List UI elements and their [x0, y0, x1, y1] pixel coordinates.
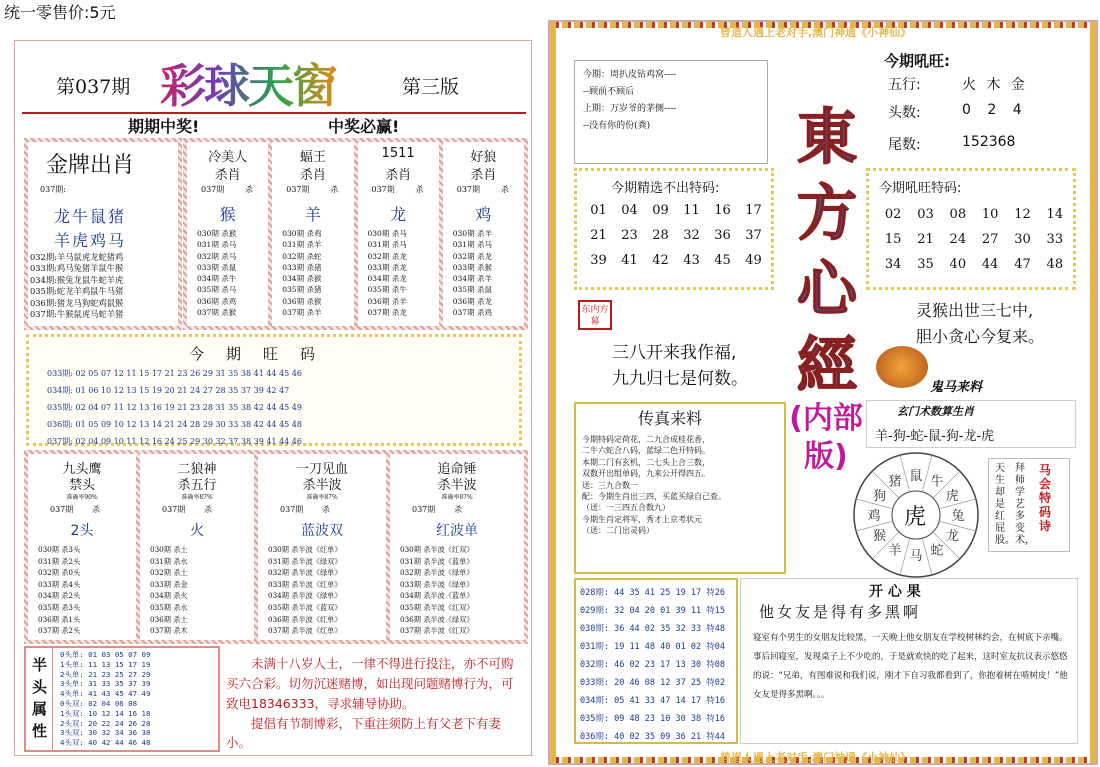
kill-word: 杀 — [500, 185, 509, 194]
stat-word: 杀 — [322, 505, 330, 514]
kill-history — [282, 228, 321, 318]
attr-row: 0头单: 01 03 05 07 09 — [60, 650, 151, 659]
kill-title: 1511 — [381, 146, 415, 161]
left-header — [14, 56, 532, 114]
kill-row: 037期 杀鸡 — [452, 308, 492, 318]
kill-row: 037期 杀龙 — [367, 308, 407, 318]
stat-row: 037期 杀半波《红双》 — [400, 626, 474, 636]
stat-title: 九头鹰 — [62, 462, 102, 477]
chuanzhen-line: 本期二门有玄机，二七头上合三数， — [582, 457, 710, 467]
kill-row: 031期 杀马 — [197, 240, 237, 250]
stat-row: 031期 杀半波《绿双》 — [268, 556, 342, 566]
poem-line: 今期：周扒皮钻鸡窝---- — [583, 70, 677, 80]
stat-row: 037期 杀木 — [150, 626, 188, 636]
stat-row: 030期 杀半波《红双》 — [400, 545, 474, 554]
history-box — [574, 578, 738, 744]
houwang-box — [866, 168, 1076, 290]
kill-column — [443, 142, 524, 326]
wang-box — [26, 334, 522, 446]
linghou-poem — [916, 298, 1044, 350]
stat-subtitle: 杀半波 — [437, 478, 477, 493]
attr-row: 1头单: 11 13 15 17 19 — [60, 659, 151, 669]
stat-row: 036期 杀1头 — [38, 614, 81, 624]
number-cell: 02 — [884, 207, 902, 222]
stat-history — [150, 544, 188, 637]
attr-row: 1头双: 10 12 14 16 18 — [60, 708, 151, 718]
history-row: 031期: 19 11 48 40 01 02 特04 — [580, 642, 725, 652]
ma-poem-title: 马会特码诗 — [1039, 463, 1052, 533]
jingxuan-grid — [583, 203, 769, 268]
number-cell: 28 — [652, 228, 669, 243]
kill-row: 030期 杀马 — [367, 229, 407, 238]
wang-row: 037期: 02 04 09 10 11 12 16 24 25 29 30 32 37 38 39 41 44 46 — [47, 437, 302, 446]
stat-pick: 火 — [190, 523, 204, 539]
top-banner: 曾道人遇上老对手,澳门神通《小神仙》 — [720, 26, 912, 39]
history-row: 030期: 36 44 02 35 32 33 特48 — [580, 624, 725, 634]
wang-row: 033期: 02 05 07 12 11 15 17 21 23 26 29 31 35 38 41 44 45 46 — [47, 369, 302, 378]
jingxuan-box — [574, 168, 774, 290]
wheel-zodiac: 狗 — [873, 489, 887, 504]
kill-pick: 猴 — [219, 205, 236, 224]
kill-pick: 鸡 — [475, 205, 492, 224]
number-cell: 09 — [652, 203, 669, 218]
poem-box — [574, 60, 768, 164]
wang-right — [866, 44, 1076, 160]
bottom-banner: 曾道人遇上老对手,澳门神通《小神仙》 — [720, 751, 912, 764]
houwang-title: 今期吼旺特码: — [879, 181, 962, 196]
kill-column — [187, 142, 268, 326]
joke-text: 寝室有个男生的女朋友比较黑，一天晚上他女朋友在学校树林约会，在树底下亲嘴。事后回寝室，发现桌子上不少吃的，于是就欢快的吃了起来，这时室友抗议表示悠悠的说：“兄弟，有图难说和我们说，刚才下自习我都看到了，你抱着树在啃树皮！”他女友是得多黑啊。。。 — [753, 633, 1068, 700]
center-subtitle: (内部版) — [789, 401, 863, 474]
kill-row: 032期 杀马 — [197, 251, 237, 261]
kill-row: 032期 杀龙 — [367, 251, 407, 261]
title-art: 彩球天窗 — [160, 50, 336, 116]
number-cell: 33 — [1046, 232, 1064, 247]
kill-period: 037期 — [371, 185, 395, 194]
poem2 — [612, 340, 748, 392]
kill-row: 034期 杀牛 — [197, 274, 237, 284]
stat-title: 一刀见血 — [295, 462, 348, 477]
kill-period: 037期 — [201, 185, 225, 194]
linghou-line: 灵猴出世三七中, — [916, 301, 1034, 320]
wheel-zodiac: 鸡 — [867, 509, 881, 524]
number-cell: 08 — [949, 207, 967, 222]
stat-accuracy: 准确率87% — [181, 494, 213, 501]
guima-title: 鬼马来料 — [930, 380, 983, 395]
attr-row: 4头单: 41 43 45 47 49 — [60, 689, 151, 699]
jingxuan-title: 今期精选不出特码: — [611, 181, 720, 196]
stat-row: 034期 杀2头 — [38, 591, 81, 601]
kill-row: 033期 杀猪 — [282, 262, 322, 272]
stat-row: 031期 杀2头 — [38, 556, 81, 566]
wheel-zodiac: 马 — [909, 549, 923, 564]
kill-row: 037期 杀猴 — [197, 308, 237, 318]
notice-text-2: 提倡有节制博彩，下重注须防上有父老下有妻小。 — [226, 716, 502, 750]
stat-title: 追命锤 — [437, 462, 477, 477]
houwang-grid — [877, 207, 1071, 272]
kill-row: 035期 杀猪 — [282, 285, 322, 295]
gold-history — [30, 252, 123, 320]
stat-row: 033期 杀4头 — [38, 579, 81, 589]
gold-label: 037期: — [40, 185, 66, 194]
stat-accuracy: 准确率87% — [306, 494, 338, 501]
attr-row: 2头单: 21 23 25 27 29 — [60, 669, 151, 679]
wheel-zodiac: 鼠 — [909, 469, 923, 484]
stat-row: 034期 杀半波《绿单》 — [268, 591, 342, 601]
kill-row: 031期 杀马 — [367, 240, 407, 250]
number-cell: 30 — [1014, 232, 1031, 247]
kill-title: 蝠王 — [299, 150, 326, 165]
wang-row: 035期: 02 04 07 11 12 13 16 19 21 23 28 31 35 38 42 44 45 49 — [47, 403, 302, 412]
kill-row: 031期 杀马 — [452, 240, 492, 250]
wheel-zodiac: 牛 — [930, 474, 944, 490]
stat-subtitle: 杀半波 — [302, 478, 342, 493]
attr-row: 3头单: 31 33 35 37 39 — [60, 679, 151, 689]
number-cell: 42 — [652, 253, 669, 268]
number-cell: 45 — [714, 253, 731, 268]
gold-line2: 羊虎鸡马 — [54, 231, 127, 250]
number-cell: 10 — [981, 207, 999, 222]
linghou-line: 胆小贪心今复来。 — [916, 327, 1045, 346]
chuanzhen-line: （送：一三四五合数九） — [582, 503, 670, 513]
number-cell: 37 — [745, 228, 762, 243]
gold-row: 035期:蛇龙羊鸡鼠牛马猪 — [30, 286, 124, 297]
number-cell: 44 — [981, 257, 999, 272]
chuanzhen-line: 双数开出组单码，九来公开得四五。 — [582, 469, 710, 479]
wang-row: 034期: 01 06 10 12 13 15 19 20 21 24 27 28 35 37 39 42 47 — [47, 386, 290, 395]
kill-subtitle: 杀肖 — [470, 168, 497, 183]
poem2-line: 九九归七是何数。 — [612, 369, 748, 389]
kill-row: 033期 杀龙 — [367, 262, 407, 272]
chuanzhen-line: 二牛六蛇合八码，蓝绿二色开特码。 — [582, 446, 710, 456]
number-cell: 17 — [745, 203, 762, 218]
number-cell: 27 — [981, 232, 999, 247]
wheel-center: 虎 — [904, 505, 927, 530]
stat-row: 030期 杀3头 — [38, 545, 81, 554]
stat-accuracy: 准确率90% — [66, 494, 98, 501]
number-cell: 11 — [683, 203, 700, 218]
guima-line: 羊-狗-蛇-鼠-狗-龙-虎 — [875, 429, 995, 444]
stat-row: 032期 杀土 — [150, 568, 188, 578]
kill-word: 杀 — [330, 185, 339, 194]
kill-subtitle: 杀肖 — [385, 168, 412, 183]
wuxing-value: 火 木 金 — [962, 77, 1028, 93]
number-cell: 39 — [590, 253, 607, 268]
number-cell: 12 — [1014, 207, 1031, 222]
stat-pick: 红波单 — [436, 523, 478, 539]
kill-row: 033期 杀鼠 — [197, 262, 237, 272]
kill-row: 034期 杀龙 — [367, 274, 407, 284]
stat-row: 034期 杀火 — [150, 591, 188, 601]
number-cell: 01 — [590, 203, 607, 218]
attr-label: 半头属性 — [32, 656, 48, 740]
stat-period: 037期 — [412, 505, 436, 514]
stamp: 东内方幕 — [578, 300, 612, 330]
wheel-zodiac: 猪 — [888, 474, 902, 490]
attr-rows — [60, 650, 150, 748]
stat-period: 037期 — [280, 505, 304, 514]
wheel-zodiac: 猴 — [873, 529, 887, 544]
kill-row: 036期 杀鸡 — [197, 296, 237, 306]
gold-row: 036期:猪龙马狗蛇鸡鼠猴 — [30, 297, 124, 308]
stat-row: 032期 杀半波《绿单》 — [268, 568, 342, 578]
attr-row: 0头双: 02 04 06 08 — [60, 698, 138, 708]
stat-row: 037期 杀2头 — [38, 626, 81, 636]
number-cell: 35 — [917, 257, 934, 272]
wang-right-title: 今期吼旺: — [884, 52, 950, 70]
history-row: 028期: 44 35 41 25 19 17 特26 — [580, 588, 725, 598]
kill-period: 037期 — [286, 185, 310, 194]
kill-pick: 龙 — [390, 205, 407, 224]
wheel-zodiac: 羊 — [888, 543, 902, 559]
kill-history — [453, 228, 492, 318]
chuanzhen-lines — [582, 434, 726, 537]
issue-number: 第037期 — [56, 76, 131, 98]
number-cell: 03 — [917, 207, 934, 222]
attr-row: 2头双: 20 22 24 26 28 — [60, 718, 151, 728]
slogan-left: 期期中奖! — [128, 117, 200, 136]
stat-period: 037期 — [162, 505, 186, 514]
ma-poem-box — [988, 458, 1070, 552]
stat-row: 032期 杀0头 — [38, 568, 81, 578]
stat-row: 035期 杀3头 — [38, 602, 81, 612]
guima-box — [866, 400, 1076, 448]
kill-pick: 羊 — [304, 205, 321, 224]
kill-period: 037期 — [456, 185, 481, 194]
wheel-zodiac: 兔 — [951, 509, 965, 524]
stat-row: 035期 杀半波《蓝双》 — [268, 602, 342, 612]
tiger-icon — [876, 346, 928, 388]
kill-row: 030期 杀羊 — [452, 229, 492, 238]
kill-row: 034期 杀羊 — [452, 274, 492, 284]
number-cell: 32 — [683, 228, 700, 243]
number-cell: 34 — [884, 257, 902, 272]
stat-word: 杀 — [454, 505, 462, 514]
number-cell: 04 — [621, 203, 638, 218]
kill-row: 030期 杀鸡 — [282, 229, 322, 238]
history-row: 034期: 05 41 33 47 14 17 特16 — [580, 696, 725, 706]
stat-row: 033期 杀金 — [150, 579, 188, 589]
slogan-right: 中奖必赢! — [328, 117, 400, 136]
kill-row: 035期 杀鼠 — [452, 285, 492, 295]
zodiac-wheel — [846, 450, 986, 580]
stat-row: 030期 杀半波《红单》 — [268, 545, 342, 554]
kill-column — [358, 142, 439, 326]
joke-headline: 他女友是得有多黑啊 — [759, 603, 922, 621]
number-cell: 48 — [1046, 257, 1064, 272]
history-row: 032期: 46 02 23 17 13 30 特08 — [580, 660, 725, 670]
kill-word: 杀 — [245, 185, 253, 194]
kill-row: 035期 杀马 — [197, 285, 237, 295]
stat-row: 033期 杀半波《红单》 — [268, 579, 342, 589]
notice-text: 未满十八岁人士，一律不得进行投注，亦不可购买六合彩。切勿沉迷赌博，如出现问题赌博行为，可致电18346333，寻求辅导协助。 — [226, 656, 514, 711]
kill-history — [368, 228, 407, 318]
kill-frame — [183, 138, 528, 330]
stat-box — [140, 454, 254, 640]
kill-row: 037期 杀羊 — [282, 308, 322, 318]
kill-row: 033期 杀猴 — [452, 262, 492, 272]
wheel-zodiac: 蛇 — [930, 543, 944, 559]
poem-line: --顾前不顾后 — [583, 87, 635, 97]
stat-row: 033期 杀半波《绿单》 — [400, 579, 474, 589]
number-cell: 23 — [621, 228, 638, 243]
number-cell: 24 — [949, 232, 967, 247]
number-cell: 47 — [1014, 257, 1031, 272]
kill-subtitle: 杀肖 — [214, 168, 241, 183]
wheel-zodiac: 虎 — [945, 489, 959, 504]
poem-line: 上期：万岁爷的茅侧---- — [583, 104, 677, 114]
weishu-value: 152368 — [962, 134, 1016, 150]
number-cell: 21 — [590, 228, 607, 243]
guima-sub: 玄门术数算生肖 — [897, 405, 974, 418]
kill-row: 036期 杀龙 — [452, 296, 492, 306]
stat-row: 036期 杀半波《绿双》 — [400, 614, 474, 624]
center-title: 東方心經 — [797, 103, 857, 401]
kill-row: 031期 杀羊 — [282, 240, 322, 250]
gold-row: 033期:鸡马兔猪羊鼠牛猴 — [30, 263, 124, 274]
stat-row: 031期 杀半波《蓝单》 — [400, 556, 474, 566]
chuanzhen-line: 送：三九合数一 — [582, 480, 638, 490]
stat-row: 034期 杀半波《蓝单》 — [400, 591, 474, 601]
toushu-value: 0 2 4 — [962, 102, 1028, 118]
history-rows — [576, 580, 736, 750]
stat-word: 杀 — [92, 505, 100, 514]
stat-box — [258, 454, 386, 640]
joke-title: 开 心 果 — [869, 584, 921, 600]
gold-title: 金牌出肖 — [46, 153, 135, 178]
stat-box — [390, 454, 524, 640]
number-cell: 49 — [745, 253, 762, 268]
history-row: 036期: 40 02 35 09 36 21 特44 — [580, 732, 725, 742]
chuanzhen-box — [574, 402, 786, 574]
kill-word: 杀 — [415, 185, 424, 194]
stats-frame — [24, 450, 528, 644]
stat-row: 036期 杀半波《红单》 — [268, 614, 342, 624]
poem-line: --没有你的份(粪) — [583, 121, 651, 131]
stat-history — [268, 544, 342, 637]
joke-box — [740, 578, 1078, 744]
kill-title: 冷美人 — [208, 150, 248, 165]
kill-row: 030期 杀猴 — [197, 229, 237, 238]
chuanzhen-line: 今期生肖定将军，秀才上京考状元 — [582, 514, 702, 524]
gold-row: 034期:猴兔龙鼠牛蛇羊虎 — [30, 274, 124, 285]
stat-row: 032期 杀半波《绿单》 — [400, 568, 474, 578]
chuanzhen-line: 配：今期生肖出三四，买蓝买绿自己查。 — [582, 492, 726, 502]
wang-row: 036期: 01 05 09 10 12 13 14 21 24 28 29 30 33 38 42 44 45 48 — [47, 420, 302, 429]
stat-row: 036期 杀土 — [150, 614, 188, 624]
stat-history — [400, 544, 474, 637]
kill-column — [272, 142, 353, 326]
attr-box — [24, 646, 220, 752]
kill-row: 036期 杀羊 — [367, 296, 407, 306]
kill-row: 032期 杀蛇 — [282, 251, 322, 261]
gold-box — [24, 138, 182, 330]
gold-line1: 龙牛鼠猪 — [54, 207, 127, 226]
number-cell: 41 — [621, 253, 638, 268]
number-cell: 16 — [714, 203, 731, 218]
stat-period: 037期 — [50, 505, 74, 514]
number-cell: 40 — [949, 257, 967, 272]
price-label: 统一零售价:5元 — [4, 3, 116, 22]
edition-label: 第三版 — [402, 76, 460, 98]
stat-history — [38, 544, 80, 637]
chuanzhen-title: 传真来料 — [638, 409, 703, 428]
stat-row: 031期 杀水 — [150, 556, 188, 566]
wheel-zodiac: 龙 — [945, 529, 959, 544]
attr-row: 3头双: 30 32 34 36 38 — [60, 728, 151, 738]
stat-accuracy: 准确率87% — [441, 494, 473, 501]
header-rule — [22, 112, 526, 114]
ma-poem-line: 天生却是红屁股。 — [995, 463, 1015, 546]
stat-word: 杀 — [204, 505, 212, 514]
stat-title: 二狼神 — [177, 462, 217, 477]
kill-row: 034期 杀猴 — [282, 274, 322, 284]
stat-pick: 蓝波双 — [301, 523, 343, 539]
attr-row: 4头双: 40 42 44 46 48 — [60, 738, 151, 748]
wang-rows — [47, 365, 302, 450]
wuxing-label: 五行: — [888, 77, 921, 93]
number-cell: 15 — [884, 232, 902, 247]
number-cell: 14 — [1046, 207, 1064, 222]
kill-title: 好狼 — [470, 150, 497, 165]
wang-title: 今期旺码 — [189, 345, 338, 363]
ma-poem-line: 拜师学艺多变术， — [1015, 463, 1035, 546]
stat-row: 035期 杀半波《红双》 — [400, 602, 474, 612]
stat-subtitle: 禁头 — [68, 478, 95, 493]
kill-subtitle: 杀肖 — [299, 168, 326, 183]
history-row: 035期: 09 48 23 10 30 38 特16 — [580, 714, 725, 724]
poem2-line: 三八开来我作福, — [612, 343, 737, 363]
attr-divider — [52, 648, 53, 750]
history-row: 033期: 20 46 08 12 37 25 特02 — [580, 678, 725, 688]
gold-row: 037期:牛猴鼠虎马蛇羊猪 — [30, 309, 124, 320]
chuanzhen-line: （送：二门出灵码） — [582, 526, 654, 536]
stat-row: 035期 杀水 — [150, 602, 188, 612]
stat-box — [28, 454, 136, 640]
kill-row: 032期 杀龙 — [452, 251, 492, 261]
kill-row: 036期 杀猴 — [282, 296, 322, 306]
number-cell: 43 — [683, 253, 700, 268]
stat-pick: 2头 — [70, 523, 94, 539]
stat-row: 037期 杀半波《红单》 — [268, 626, 342, 636]
number-cell: 21 — [917, 232, 934, 247]
number-cell: 36 — [714, 228, 731, 243]
gold-row: 032期:羊马鼠虎龙蛇猪鸡 — [30, 252, 124, 262]
history-row: 029期: 32 04 20 01 39 11 特15 — [580, 606, 725, 616]
weishu-label: 尾数: — [888, 137, 921, 153]
toushu-label: 头数: — [888, 105, 921, 121]
stat-subtitle: 杀五行 — [177, 478, 217, 493]
chuanzhen-line: 今期特码定荷花，二九合成桂花香， — [582, 435, 710, 444]
kill-history — [197, 228, 236, 318]
stat-row: 030期 杀土 — [150, 545, 188, 554]
kill-row: 035期 杀牛 — [367, 285, 407, 295]
